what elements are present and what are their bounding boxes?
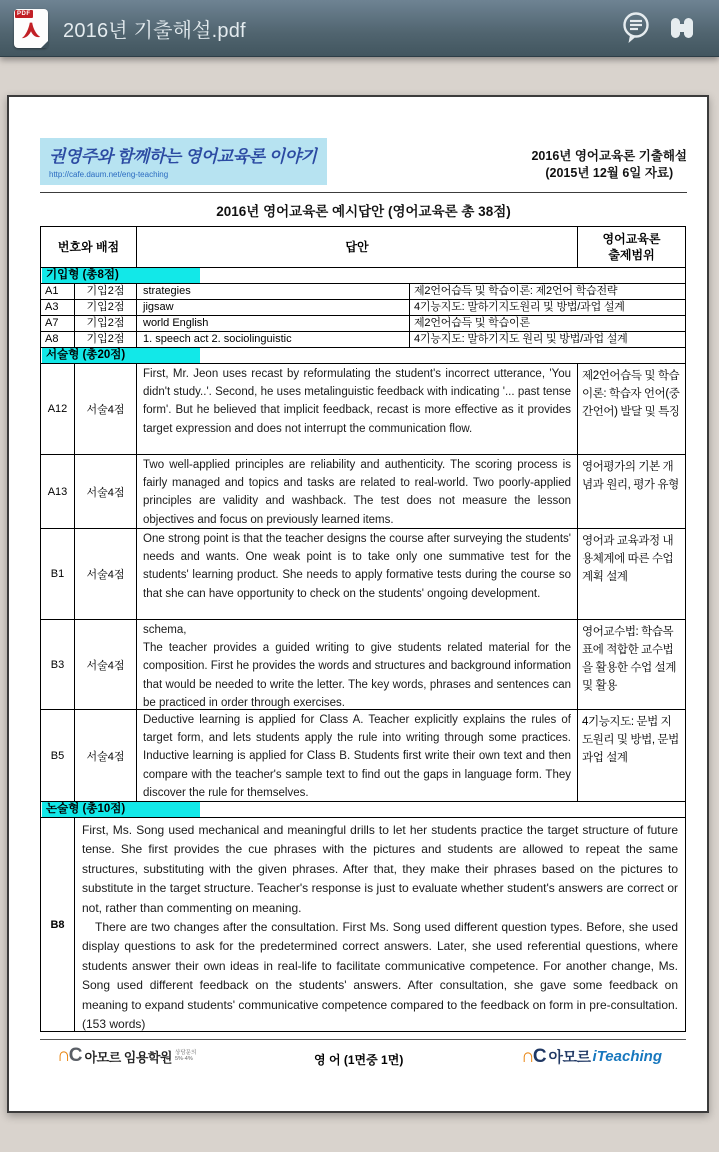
footer-divider <box>40 1039 686 1040</box>
app-bar <box>0 0 719 57</box>
header-right <box>531 148 687 182</box>
banner-url: http://cafe.daum.net/eng-teaching <box>49 170 169 179</box>
section-row-fill-in <box>41 267 685 283</box>
table-row: B5 서술4점 Deductive learning is applied for Class A. Teacher explicitly explains the rules of target form, and lets students apply the rule into writing through some practices. Inductive learning is applied for Class B. Students first write their own text and then compare with the teacher's sample text to find out the gaps in language form. They discover the rule for themselves. 4기능지도: 문법 지도원리 및 방법, 문법 과업 설계 <box>41 709 685 801</box>
document-header <box>40 138 687 185</box>
header-scope: 영어교육론 출제범위 <box>602 232 661 262</box>
adobe-swirl-icon <box>18 17 44 43</box>
essay-answer <box>75 818 685 1031</box>
section-row-short-essay <box>41 347 685 363</box>
folded-corner <box>41 41 48 48</box>
table-header-row <box>41 227 685 267</box>
answer-intro: schema, <box>143 624 187 636</box>
comment-button[interactable] <box>613 5 659 51</box>
pdf-page[interactable] <box>7 95 709 1113</box>
table-row: A13 서술4점 Two well-applied principles are reliability and authenticity. The scoring process is fairly managed and topics and tasks are related to real-world. Two poorly-applied principles are validity and washback. The test does not measure the lesson objectives and focus on previously learned items. 영어평가의 기본 개념과 원리, 평가 유형 <box>41 454 685 528</box>
header-right-line2: (2015년 12월 6일 자료) <box>545 166 674 180</box>
document-footer <box>40 1046 686 1068</box>
amor-academy-logo: ∩C 아모르 임용학원 상담문의 5%·4% <box>57 1045 197 1066</box>
comment-icon <box>618 9 654 47</box>
table-row: A7 기입2점 world English 제2언어습득 및 학습이론 <box>41 315 685 331</box>
amor-logo-mark: ∩C <box>57 1045 81 1066</box>
table-row: A1 기입2점 strategies 제2언어습득 및 학습이론: 제2언어 학습전략 <box>41 283 685 299</box>
banner-title: 권영주와 함께하는 영어교육론 이야기 <box>49 147 317 166</box>
page-title: 2016년 영어교육론 예시답안 (영어교육론 총 38점) <box>216 204 511 219</box>
cafe-banner <box>40 138 327 185</box>
pdf-file-icon[interactable] <box>14 9 48 48</box>
section-label: 기입형 (총8점) <box>42 268 200 283</box>
header-divider <box>40 192 687 193</box>
header-answer: 답안 <box>137 227 578 267</box>
table-row: A8 기입2점 1. speech act 2. sociolinguistic 4기능지도: 말하기지도 원리 및 방법/과업 설계 <box>41 331 685 347</box>
table-row: B1 서술4점 One strong point is that the teacher designs the course after surveying the students' needs and wants. One weak point is to take only one summative test for the students' learning product. She needs to apply formative tests during the course so that she can have opportunity to check on the students' ongoing development. 영어과 교육과정 내용체계에 따른 수업계획 설계 <box>41 528 685 619</box>
section-label: 서술형 (총20점) <box>42 348 200 363</box>
table-row: A3 기입2점 jigsaw 4기능지도: 말하기지도원리 및 방법/과업 설계 <box>41 299 685 315</box>
answer-body: The teacher provides a guided writing to give students related material for the composition. First he provides the words and structures and background information that would be needed to write the letter. The key words, phrases and sentences can be practiced in order through exercises. <box>143 642 571 709</box>
amor-iteaching-logo: ∩C 아모르 iTeaching <box>521 1045 662 1067</box>
search-button[interactable] <box>659 5 705 51</box>
answers-table <box>40 226 686 1032</box>
table-row: A12 서술4점 First, Mr. Jeon uses recast by reformulating the student's incorrect utterance, 'You didn't study..'. Second, he uses metalinguistic feedback with indicating '... past tense form'. But he believed that implicit feedback, recast is more effective as it provides target expression and does not interrupt the communication flow. 제2언어습득 및 학습이론: 학습자 언어(중간언어) 발달 및 특징 <box>41 363 685 454</box>
header-right-line1: 2016년 영어교육론 기출해설 <box>531 149 687 163</box>
pdf-badge: PDF <box>17 10 31 17</box>
header-number-points: 번호와 배점 <box>41 227 137 267</box>
page-number-label: 영 어 (1면중 1면) <box>314 1053 404 1067</box>
binoculars-icon <box>667 14 697 42</box>
essay-number: B8 <box>41 818 75 1031</box>
section-row-long-essay <box>41 801 685 817</box>
essay-paragraph-2: There are two changes after the consultation. First Ms. Song used different question types. Before, she used display questions to ask for the predetermined correct answers. Later, she used referential questions, where students answer their own ideas in real-life to facilitate communicative competence. For another change, Ms. Song used different feedback on the students' answers. After consultation, she gave some feedback on meaning to expand students' communicative competence compared to the feedback on form in pre-consultation. (153 words) <box>82 920 678 1031</box>
amor-logo-mark: ∩C <box>521 1045 545 1067</box>
section-label: 논술형 (총10점) <box>42 802 200 817</box>
table-row: B3 서술4점 schema, The teacher provides a guided writing to give students related material for the composition. First he provides the words and structures and background information that would be needed to write the letter. The key words, phrases and sentences can be practiced in order through exercises. 영어교수법: 학습목표에 적합한 교수법을 활용한 수업 설계 및 활용 <box>41 619 685 709</box>
document-title: 2016년 기출해설.pdf <box>63 19 246 42</box>
table-row-essay <box>41 817 685 1031</box>
essay-paragraph-1: First, Ms. Song used mechanical and meaningful drills to let her students practice the target structure of future tense. She first provides the cue phrases with the pictures and students are allowed to repeat the same structures, substituting with the given phrases. After that, they make their phrases based on the pictures to substitute in the target structure. Teacher's response is just to evaluate whether student's answers are correct or not, rather than commenting on meaning. <box>82 823 678 915</box>
